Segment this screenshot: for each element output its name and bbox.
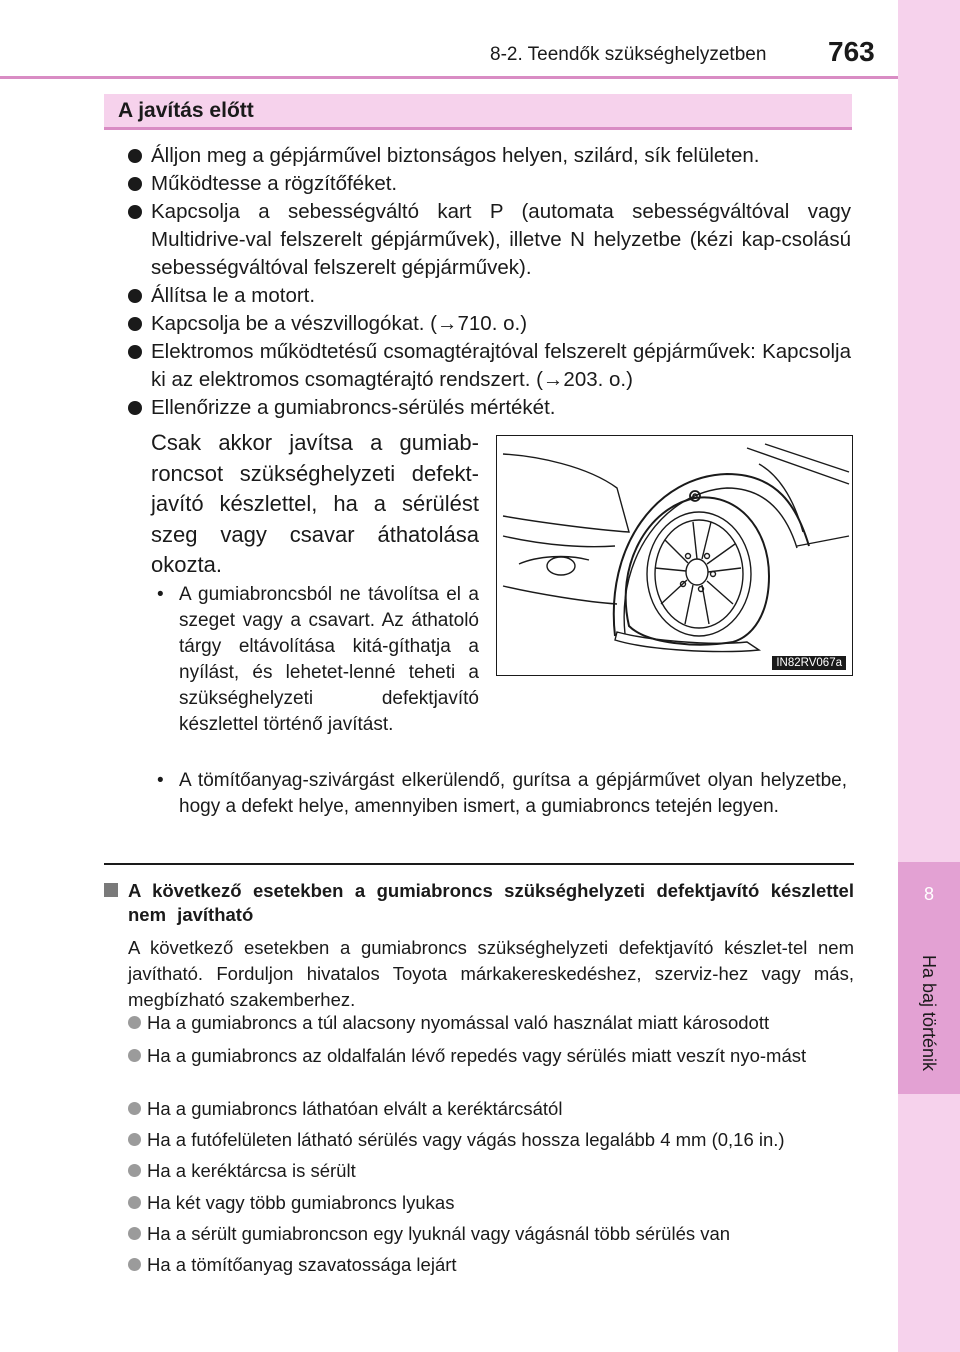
step-text: Kapcsolja be a vészvillogókat. (→710. o.) <box>151 312 528 335</box>
case-item <box>128 1190 855 1216</box>
section-title: A javítás előtt <box>118 99 254 122</box>
bullet-icon <box>128 1016 141 1029</box>
case-item <box>128 1127 855 1153</box>
bullet-icon <box>128 1164 141 1177</box>
case-text: Ha a gumiabroncs az oldalfalán lévő repedés vagy sérülés miatt veszít nyo-mást <box>147 1045 807 1066</box>
section-heading <box>104 94 852 130</box>
page-number: 763 <box>828 36 875 67</box>
case-text: Ha a gumiabroncs a túl alacsony nyomással való használat miatt károsodott <box>147 1012 770 1033</box>
sub-note-text: A gumiabroncsból ne távolítsa el a szeget vagy a csavart. Az áthatoló tárgy eltávolítása kitá-gíthatja a nyílást, és lehetet-lenné teheti a szükséghelyzeti defektjavító készlettel történő javítást. <box>179 584 479 735</box>
case-text: Ha a tömítőanyag szavatossága lejárt <box>147 1254 457 1275</box>
cannot-repair-heading-text: A következő esetekben a gumiabroncs szükséghelyzeti defektjavító készlettel nem javítható <box>128 880 854 925</box>
case-item <box>128 1010 855 1036</box>
step-item <box>128 394 851 422</box>
chapter-label: Ha baj történik <box>919 955 939 1072</box>
step-text: Működtesse a rögzítőféket. <box>151 172 398 195</box>
header-rule <box>0 76 898 79</box>
sub-note-marker: • <box>157 584 164 605</box>
case-item <box>128 1043 855 1069</box>
bullet-icon <box>128 1102 141 1115</box>
step-item <box>128 142 851 170</box>
case-item <box>128 1158 855 1184</box>
step-item <box>128 282 851 310</box>
bullet-icon <box>128 317 142 331</box>
step-text: Kapcsolja a sebességváltó kart P (automata sebességváltóval vagy Multidrive-val felszerelt gépjárművek), illetve N helyzetbe (kézi kap-csolású sebességváltóval felszerelt gépjárművek). <box>151 200 851 279</box>
step-item <box>128 310 851 338</box>
sub-note <box>157 768 847 820</box>
cannot-repair-heading <box>104 879 854 927</box>
sub-note-text: A tömítőanyag-szivárgást elkerülendő, gurítsa a gépjárművet olyan helyzetbe, hogy a defekt helye, amennyiben ismert, a gumiabroncs tetején legyen. <box>179 770 847 817</box>
bullet-icon <box>128 205 142 219</box>
figure-code: IN82RV067a <box>772 656 846 670</box>
chapter-number: 8 <box>923 884 934 904</box>
step-text: Ellenőrizze a gumiabroncs-sérülés mértékét. <box>151 396 556 419</box>
bullet-icon <box>128 1196 141 1209</box>
bullet-icon <box>128 149 142 163</box>
case-text: Ha a futófelületen látható sérülés vagy vágás hossza legalább 4 mm (0,16 in.) <box>147 1129 785 1150</box>
step-text: Álljon meg a gépjárművel biztonságos helyen, szilárd, sík felületen. <box>151 144 760 167</box>
step-item <box>128 198 851 282</box>
step-item <box>128 338 851 394</box>
side-bar <box>898 0 960 1352</box>
bullet-icon <box>128 289 142 303</box>
case-text: Ha a keréktárcsa is sérült <box>147 1160 356 1181</box>
step-text: Elektromos működtetésű csomagtérajtóval felszerelt gépjárművek: Kapcsolja ki az elektromos csomagtérajtó rendszert. (→203. o.) <box>151 340 851 391</box>
bullet-icon <box>128 1049 141 1062</box>
case-item <box>128 1221 855 1247</box>
bullet-icon <box>128 345 142 359</box>
case-item <box>128 1096 855 1122</box>
bullet-icon <box>128 1227 141 1240</box>
sub-note-marker: • <box>157 770 164 791</box>
sub-note <box>157 582 479 738</box>
repair-condition-paragraph: Csak akkor javítsa a gumiab-roncsot szükséghelyzeti defekt-javító készlettel, ha a sérülést szeg vagy csavar áthatolása okozta. <box>151 430 479 577</box>
divider <box>104 863 854 865</box>
case-text: Ha két vagy több gumiabroncs lyukas <box>147 1192 455 1213</box>
bullet-icon <box>128 177 142 191</box>
case-text: Ha a sérült gumiabroncson egy lyuknál vagy vágásnál több sérülés van <box>147 1223 731 1244</box>
step-item <box>128 170 851 198</box>
bullet-icon <box>128 1133 141 1146</box>
step-text: Állítsa le a motort. <box>151 284 316 307</box>
header-section-title: 8-2. Teendők szükséghelyzetben <box>490 44 767 65</box>
cannot-repair-intro: A következő esetekben a gumiabroncs szükséghelyzeti defektjavító készlet-tel nem javítható. Forduljon hivatalos Toyota márkakereskedéshez, szerviz-hez vagy más, megbízható szakemberhez. <box>128 937 854 1010</box>
bullet-icon <box>128 401 142 415</box>
bullet-icon <box>128 1258 141 1271</box>
case-text: Ha a gumiabroncs láthatóan elvált a keréktárcsától <box>147 1098 563 1119</box>
case-item <box>128 1252 855 1278</box>
flat-tire-drawing <box>497 436 851 674</box>
square-bullet-icon <box>104 883 118 897</box>
chapter-label-wrap <box>897 955 960 1095</box>
flat-tire-illustration <box>496 435 853 676</box>
